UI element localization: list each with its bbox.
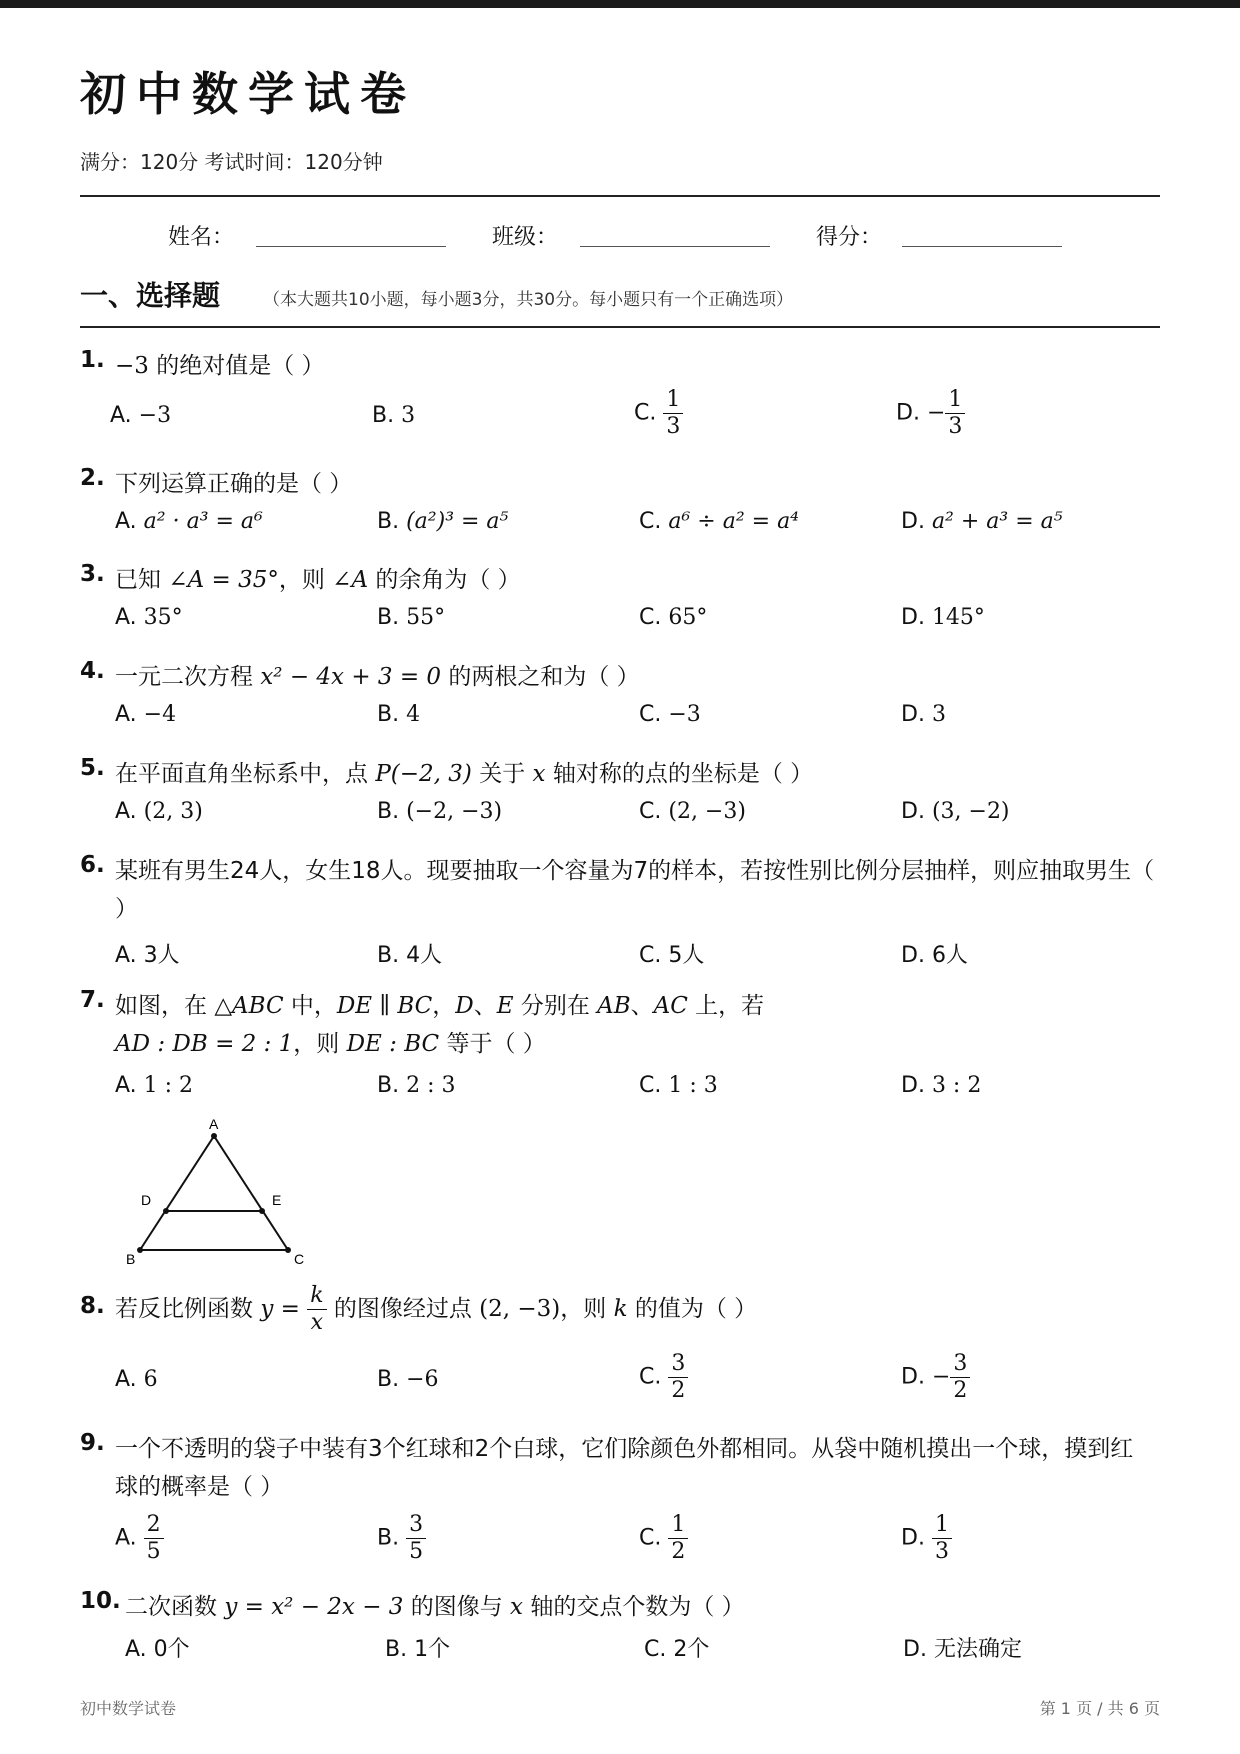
- question-stem: 已知 ∠A = 35°，则 ∠A 的余角为（ ）: [115, 567, 521, 593]
- option-c: C. 5人: [639, 943, 705, 968]
- option-b: B. 55°: [377, 605, 446, 630]
- label-b: B: [126, 1251, 136, 1267]
- question-number: 10.: [80, 1588, 121, 1614]
- exam-meta: 满分：120分 考试时间：120分钟: [80, 150, 383, 174]
- option-c: C. 65°: [639, 605, 708, 630]
- option-c: C. a⁶ ÷ a² = a⁴: [639, 509, 800, 534]
- divider: [80, 326, 1160, 328]
- option-b: B. 4人: [377, 943, 443, 968]
- option-d: D. − $\frac{3}{2}$: [901, 1351, 970, 1404]
- option-b: B. (−2, −3): [377, 799, 503, 824]
- question-stem: 如图，在 △ABC 中，DE ∥ BC，D、E 分别在 AB、AC 上，若 AD : DB = 2 : 1，则 DE : BC 等于（ ）: [115, 993, 765, 1057]
- option-d: D. 145°: [901, 605, 985, 630]
- question-stem: 一个不透明的袋子中装有3个红球和2个白球，它们除颜色外都相同。从袋中随机摸出一个球，摸到红球的概率是（ ）: [115, 1436, 1134, 1500]
- page-title: 初中数学试卷: [80, 67, 416, 121]
- option-a: A. 1 : 2: [115, 1073, 194, 1098]
- question-stem: 某班有男生24人，女生18人。现要抽取一个容量为7的样本，若按性别比例分层抽样，则应抽取男生（ ）: [115, 858, 1155, 922]
- divider: [80, 195, 1160, 197]
- option-b: B. (a²)³ = a⁵: [377, 509, 509, 534]
- option-b: B. 4: [377, 702, 421, 727]
- option-a: A. −4: [115, 702, 177, 727]
- question-number: 5.: [80, 755, 105, 781]
- question-stem: 二次函数 y = x² − 2x − 3 的图像与 x 轴的交点个数为（ ）: [125, 1594, 745, 1620]
- question-stem: 若反比例函数 y = $\frac{k}{x}$ 的图像经过点 (2, −3)，则 k 的值为（ ）: [115, 1283, 758, 1335]
- point-e: [259, 1208, 265, 1214]
- option-c: C. −3: [639, 702, 701, 727]
- point-d: [163, 1208, 169, 1214]
- option-b: B. −6: [377, 1367, 439, 1392]
- class-blank[interactable]: [580, 246, 770, 247]
- question-stem: 一元二次方程 x² − 4x + 3 = 0 的两根之和为（ ）: [115, 664, 640, 690]
- option-d: D. 3: [901, 702, 946, 727]
- question-stem: −3 的绝对值是（ ）: [115, 353, 325, 379]
- class-label: 班级：: [492, 225, 559, 250]
- page-number: 第 1 页 / 共 6 页: [1039, 1699, 1160, 1718]
- option-b: B. 1个: [385, 1637, 451, 1662]
- exam-page: [80, 0, 1160, 1754]
- option-d: D. $\frac{1}{3}$: [901, 1512, 952, 1565]
- option-c: C. $\frac{1}{2}$: [639, 1512, 688, 1565]
- point-b: [137, 1247, 143, 1253]
- option-d: D. (3, −2): [901, 799, 1010, 824]
- label-a: A: [209, 1116, 219, 1132]
- footer-title: 初中数学试卷: [80, 1699, 177, 1718]
- triangle-figure: [120, 1112, 320, 1272]
- option-c: C. $\frac{3}{2}$: [639, 1351, 688, 1404]
- question-stem: 下列运算正确的是（ ）: [115, 471, 353, 497]
- name-label: 姓名：: [168, 225, 235, 250]
- question-number: 2.: [80, 465, 105, 491]
- question-number: 3.: [80, 561, 105, 587]
- option-c: C. 1 : 3: [639, 1073, 718, 1098]
- point-a: [211, 1133, 217, 1139]
- question-number: 9.: [80, 1430, 105, 1456]
- option-d: D. 6人: [901, 943, 968, 968]
- option-a: A. a² · a³ = a⁶: [115, 509, 263, 534]
- option-a: A. −3: [110, 403, 172, 428]
- section-title: 一、选择题: [80, 279, 221, 312]
- question-number: 1.: [80, 347, 105, 373]
- option-c: C. (2, −3): [639, 799, 746, 824]
- question-stem: 在平面直角坐标系中，点 P(−2, 3) 关于 x 轴对称的点的坐标是（ ）: [115, 761, 814, 787]
- section-note: （本大题共10小题，每小题3分，共30分。每小题只有一个正确选项）: [263, 290, 794, 310]
- question-number: 6.: [80, 852, 105, 878]
- question-number: 4.: [80, 658, 105, 684]
- question-number: 8.: [80, 1293, 105, 1319]
- option-c: C. $\frac{1}{3}$: [634, 387, 683, 440]
- option-d: D. 无法确定: [903, 1637, 1022, 1662]
- option-d: D. a² + a³ = a⁵: [901, 509, 1063, 534]
- option-b: B. 2 : 3: [377, 1073, 456, 1098]
- option-d: D. 3 : 2: [901, 1073, 982, 1098]
- option-a: A. 3人: [115, 943, 180, 968]
- option-a: A. 0个: [125, 1637, 190, 1662]
- label-d: D: [141, 1192, 152, 1208]
- label-e: E: [272, 1192, 282, 1208]
- option-d: D. − $\frac{1}{3}$: [896, 387, 965, 440]
- score-blank[interactable]: [902, 246, 1062, 247]
- label-c: C: [294, 1251, 305, 1267]
- option-c: C. 2个: [644, 1637, 710, 1662]
- option-a: A. 35°: [115, 605, 183, 630]
- option-b: B. $\frac{3}{5}$: [377, 1512, 426, 1565]
- question-number: 7.: [80, 987, 105, 1013]
- score-label: 得分：: [816, 225, 883, 250]
- point-c: [285, 1247, 291, 1253]
- option-b: B. 3: [372, 403, 416, 428]
- option-a: A. $\frac{2}{5}$: [115, 1512, 164, 1565]
- option-a: A. (2, 3): [115, 799, 203, 824]
- name-blank[interactable]: [256, 246, 446, 247]
- option-a: A. 6: [115, 1367, 158, 1392]
